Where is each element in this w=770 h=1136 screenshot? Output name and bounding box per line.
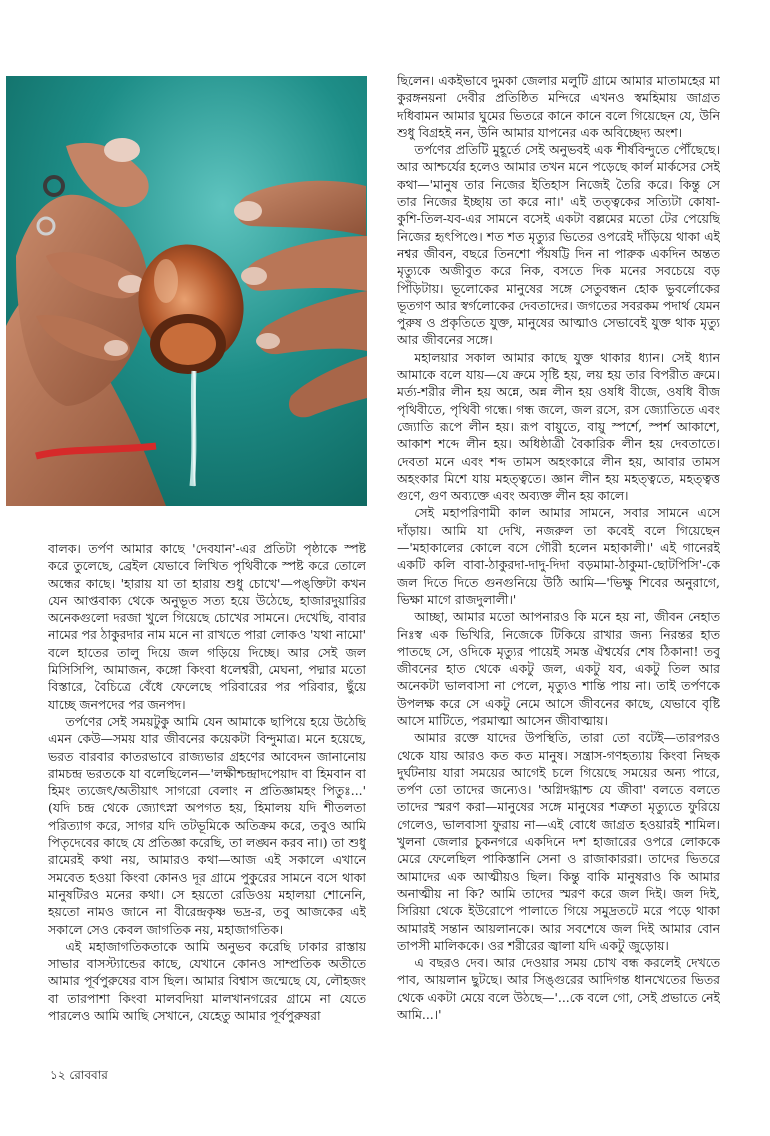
paragraph: আমার রক্তে যাদের উপস্থিতি, তারা তো বটেই—তারপরও থেকে যায় আরও কত কত মানুষ। সন্ত্রাস-গণহত্যায় কিংবা নিছক দুর্ঘটনায় যারা সময়ের আগেই চলে গিয়েছে সময়ের অন্য পারে, তর্পণ তো তাদের জন্যেও। 'অগ্নিদগ্ধাশ্চ যে জীবা' বলতে বলতে তাদের স্মরণ করা—মানুষের সঙ্গে মানুষের শত্রুতা মৃত্যুতে ফুরিয়ে গেলেও, ভালবাসা ফুরায় না—এই বোধে জাগ্রত হওয়ারই শামিল। খুলনা জেলার চুকনগরে একদিনে দশ হাজারের ওপরে লোককে মেরে ফেলেছিল পাকিস্তানি সেনা ও রাজাকাররা। তাদের ভিতরে আমাদের এক আত্মীয়ও ছিল। কিন্তু বাকি মানুষরাও কি আমার অনাত্মীয় না কি? আমি তাদের স্মরণ করে জল দিই। জল দিই, সিরিয়া থেকে ইউরোপে পালাতে গিয়ে সমুদ্রতটে মরে পড়ে থাকা আমারই সন্তান আয়লানকে। আর সবশেষে জল দিই আমার বোন তাপসী মালিককে। ওর শরীরের জ্বালা যদি একটু জুড়োয়। xyxy=(397,730,720,953)
article-left-column xyxy=(48,540,366,1068)
paragraph: সেই মহাপরিণামী কাল আমার সামনে, সবার সামনে এসে দাঁড়ায়। আমি যা দেখি, নজরুল তা কবেই বলে গিয়েছেন—'মহাকালের কোলে বসে গৌরী হলেন মহাকালী।' এই গানেরই একটি কলি বাবা-ঠাকুরদা-দাদু-দিদা বড়মামা-ঠাকুমা-ছোটপিসি'-কে জল দিতে দিতে গুনগুনিয়ে উঠি আমি—'ভিক্ষু শিবের অনুরাগে, ভিক্ষা মাগে রাজদুলালী।' xyxy=(397,505,720,607)
paragraph: তর্পণের সেই সময়টুকু আমি যেন আমাকে ছাপিয়ে হয়ে উঠেছি এমন কেউ—সময় যার জীবনের কয়েকটা বিন্দুমাত্র। মনে হয়েছে, ভরত বারবার কাতরভাবে রাজ্যভার গ্রহণের আবেদন জানানোয় রামচন্দ্র ভরতকে যা বলেছিলেন—'লক্ষীশ্চন্দ্রাদপেয়াদ বা হিমবান বা হিমং ত্যজেৎ/অতীয়াৎ সাগরো বেলাং ন প্রতিজ্ঞামহং পিতুঃ...' (যদি চন্দ্র থেকে জ্যোৎস্না অপগত হয়, হিমালয় যদি শীতলতা পরিত্যাগ করে, সাগর যদি তটভূমিকে অতিক্রম করে, তবুও আমি পিতৃদেবের কাছে যে প্রতিজ্ঞা করেছি, তা লঙ্ঘন করব না।) তা শুধু রামেরই কথা নয়, আমারও কথা—আজ এই সকালে এখানে সমবেত হওয়া কিংবা কোনও দূর গ্রামে পুকুরের সামনে বসে থাকা মানুষটিরও মনের কথা। সে হয়তো রেডিওয় মহালয়া শোনেনি, হয়তো নামও জানে না বীরেন্দ্রকৃষ্ণ ভদ্র-র, তবু আজকের এই সকালে সেও কেবল জাগতিক নয়, মহাজাগতিক। xyxy=(48,713,366,937)
paragraph: মহালয়ার সকাল আমার কাছে যুক্ত থাকার ধ্যান। সেই ধ্যান আমাকে বলে যায়—যে ক্রমে সৃষ্টি হয়, লয় হয় তার বিপরীত ক্রমে। মর্ত্য-শরীর লীন হয় অন্নে, অন্ন লীন হয় ওষধি বীজে, ওষধি বীজ পৃথিবীতে, পৃথিবী গন্ধে। গন্ধ জলে, জল রসে, রস জ্যোতিতে এবং জ্যোতি রূপে লীন হয়। রূপ বায়ুতে, বায়ু স্পর্শে, স্পর্শ আকাশে, আকাশ শব্দে লীন হয়। অধিষ্ঠাত্রী বৈকারিক লীন হয় দেবতাতে। দেবতা মনে এবং শব্দ তামস অহংকারে লীন হয়, আবার তামস অহংকার মিশে যায় মহত্ত্বতে। জ্ঞান লীন হয় মহত্ত্বতে, মহত্ত্বত্ত গুণে, গুণ অব্যক্তে এবং অব্যক্ত লীন হয় কালে। xyxy=(397,349,720,504)
hands-holding-copper-vessel-illustration xyxy=(6,76,367,506)
article-right-column xyxy=(397,72,720,1062)
paragraph: এ বছরও দেব। আর দেওয়ার সময় চোখ বন্ধ করলেই দেখতে পাব, আয়লান ছুটছে। আর সিঙ্গুরের আদিগন্ত ধানখেতের ভিতর থেকে একটা মেয়ে বলে উঠছে—'...কে বলে গো, সেই প্রভাতে নেই আমি...।' xyxy=(397,955,720,1023)
paragraph: আচ্ছা, আমার মতো আপনারও কি মনে হয় না, জীবন নেহাত নিঃস্ব এক ভিখিরি, নিজেকে টিকিয়ে রাখার জন্য নিরন্তর হাত পাতছে সে, ওদিকে মৃত্যুর পায়েই সমস্ত ঐশ্বর্যের শেষ ঠিকানা! তবু জীবনের হাত থেকে একটু জল, একটু যব, একটু তিল আর অনেকটা ভালবাসা না পেলে, মৃত্যুও শান্তি পায় না। তাই তর্পণকে উপলক্ষ করে সে একটু নেমে আসে জীবনের কাছে, যেভাবে বৃষ্টি আসে মাটিতে, পরমাত্মা আসেন জীবাত্মায়। xyxy=(397,609,720,728)
paragraph: বালক। তর্পণ আমার কাছে 'দেবযান'-এর প্রতিটা পৃষ্ঠাকে স্পষ্ট করে তুলেছে, ব্রেইল যেভাবে লিখিত পৃথিবীকে স্পষ্ট করে তোলে অন্ধের কাছে। 'হারায় যা তা হারায় শুধু চোখে'—পঙ্‌ক্তিটা কখন যেন আপ্তবাক্য থেকে অনুভূত সত্য হয়ে উঠেছে, হাজারদুয়ারির অনেকগুলো দরজা খুলে গিয়েছে চোখের সামনে। দেখেছি, বাবার নামের পর ঠাকুরদার নাম মনে না রাখতে পারা লোকও 'যথা নামো' বলে হাতের তালু দিয়ে জল গড়িয়ে দিচ্ছে। আর সেই জল মিসিসিপি, আমাজন, কঙ্গো কিংবা ধলেশ্বরী, মেঘনা, পদ্মার মতো বিস্তারে, বৈচিত্রে বেঁধে ফেলেছে পরিবারের পর পরিবার, ছুঁয়ে যাচ্ছে জনপদের পর জনপদ। xyxy=(48,541,366,712)
paragraph: এই মহাজাগতিকতাকে আমি অনুভব করেছি ঢাকার রাস্তায় সাভার বাসস্ট্যান্ডের কাছে, যেখানে কোনও সাম্প্রতিক অতীতে আমার পূর্বপুরুষের বাস ছিল। আমার বিশ্বাস জন্মেছে যে, লৌহজং বা তারপাশা কিংবা মালবদিয়া মালখানগরের গ্রামে না যেতে পারলেও আমি আছি সেখানে, যেহেতু আমার পূর্বপুরুষরা xyxy=(48,938,366,1024)
page-footer-label: ১২ রোববার xyxy=(50,1068,108,1082)
photo-hands-pouring-water xyxy=(6,76,367,506)
paragraph: ছিলেন। একইভাবে দুমকা জেলার মলুটি গ্রামে আমার মাতামহের মা কুরঙ্গনয়না দেবীর প্রতিষ্ঠিত মন্দিরে এখনও স্বমহিমায় জাগ্রত দধিবামন আমার ঘুমের ভিতরে কানে কানে বলে গিয়েছেন যে, উনি শুধু বিগ্রহই নন, উনি আমার যাপনের এক অবিচ্ছেদ্য অংশ। xyxy=(397,73,720,140)
paragraph: তর্পণের প্রতিটি মুহূর্তে সেই অনুভবই এক শীর্ষবিন্দুতে পৌঁছেছে। আর আশ্চর্যের হলেও আমার তখন মনে পড়েছে কার্ল মার্কসের সেই কথা—'মানুষ তার নিজের ইতিহাস নিজেই তৈরি করে। কিন্তু সে তার নিজের ইচ্ছায় তা করে না।' এই তত্ত্বকের সত্যিটা কোষা-কুশি-তিল-যব-এর সামনে বসেই একটা বল্লমের মতো টের পেয়েছি নিজের হৃৎপিণ্ডে। শত শত মৃত্যুর ভিতের ওপরেই দাঁড়িয়ে থাকা এই নশ্বর জীবন, বছরে তিনশো পঁয়ষট্টি দিন না পারুক একদিন অন্তত মৃত্যুকে অজীবুত করে নিক, বসতে দিক মনের সবচেয়ে বড় পিঁড়িটায়। ভূলোকের মানুষের সঙ্গে সেতুবন্ধন হোক ভুবর্লোকের ভূতগণ আর স্বর্গলোকের দেবতাদের। জগতের সবরকম পদার্থ যেমন পুরুষ ও প্রকৃতিতে যুক্ত, মানুষের আত্মাও সেভাবেই যুক্ত থাক মৃত্যু আর জীবনের সঙ্গে। xyxy=(397,142,720,348)
